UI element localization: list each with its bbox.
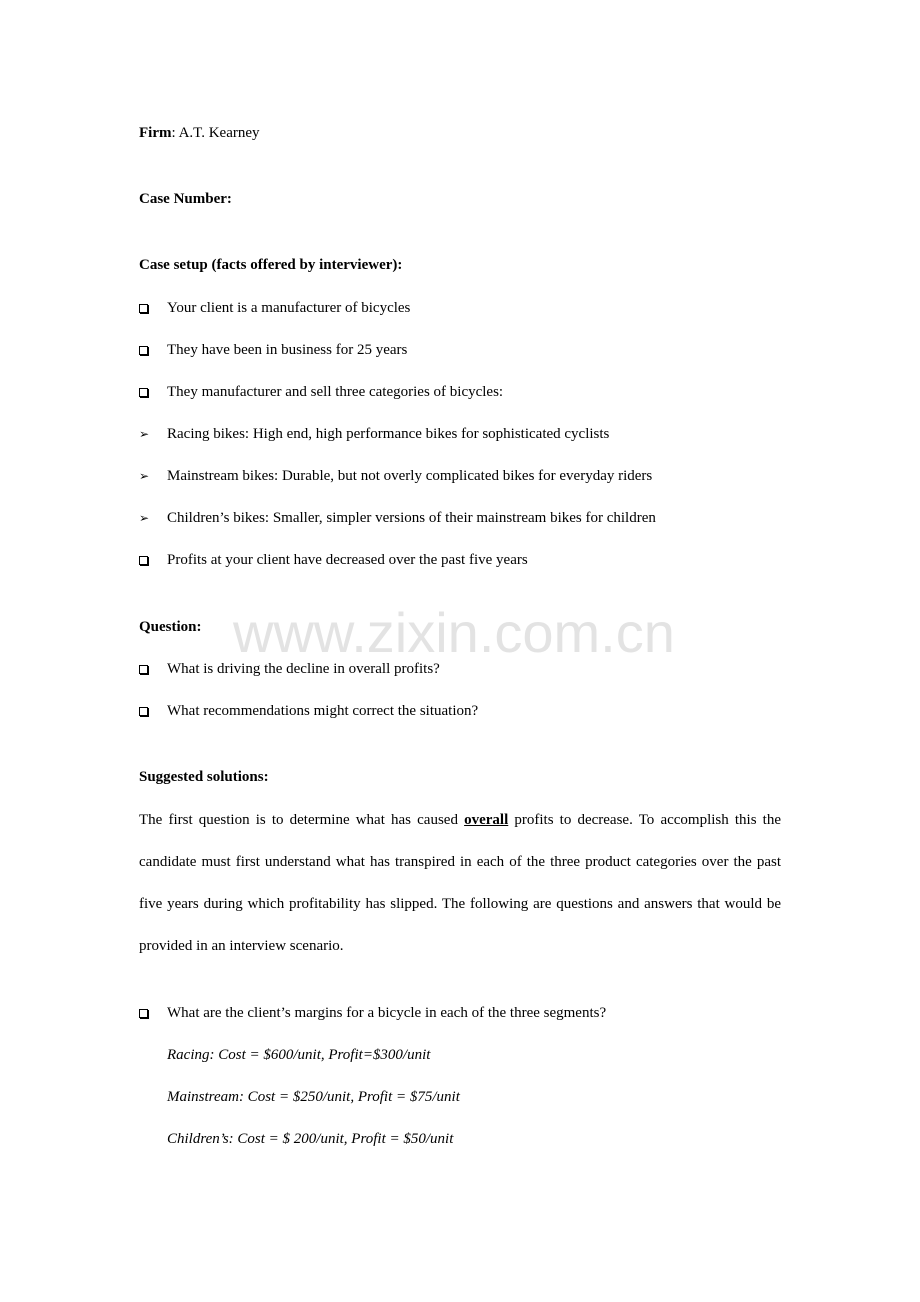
solutions-paragraph: The first question is to determine what has caused overall profits to decrease. To accomplish this the candidate must first understand what has transpired in each of the three product categories over the past five years during which profitability has slipped. The following are questions and answers that would be provided in an interview scenario. [139, 812, 782, 954]
arrow-bullet-icon: ➢ [139, 511, 150, 525]
firm-value: : A.T. Kearney [171, 125, 260, 141]
emphasis-overall: overall [464, 812, 509, 828]
checkbox-bullet-icon [139, 340, 153, 361]
answer-racing: Racing: Cost = $600/unit, Profit=$300/unit [167, 1047, 431, 1063]
document-page: www.zixin.com.cn Firm: A.T. Kearney Case Number: Case setup (facts offered by interviewer): Your client is a manufacturer of bicycles They have been in business for 25 years They manufacturer and sell three categories of bicycles: ➢ Racing bikes: High end, high performance bikes for sophisticated cyclists ➢ Mainstream bikes: Durable, but not overly complicated bikes for everyday riders ➢ Children’s bikes: Smaller, simpler versions of their mainstream bikes for children Profits at your client have decreased over the past five years Question: What is driving the decline in overall profits? What recommendations might correct the situation? Suggested solutions: The first question is to determine what has caused overall profits to decrease. To accomplish this the candidate must first understand what has transpired in each of the three product categories over the past five years during which profitability has slipped. The following are questions and answers that would be provided in an interview scenario. What are the client’s margins for a bicycle in each of the three segments? Racing: Cost = $600/unit, Profit=$300/unit Mainstream: Cost = $250/unit, Profit = $75/unit Children’s: Cost = $ 200/unit, Profit = $50/unit [0, 0, 920, 1302]
firm-label: Firm [139, 125, 172, 141]
checkbox-bullet-icon [139, 659, 153, 680]
watermark: www.zixin.com.cn [233, 601, 675, 664]
setup-heading: Case setup (facts offered by interviewer): [139, 257, 403, 273]
answer-childrens: Children’s: Cost = $ 200/unit, Profit = $50/unit [167, 1131, 454, 1147]
firm-line [139, 123, 260, 143]
checkbox-bullet-icon [139, 1003, 153, 1024]
checkbox-bullet-icon [139, 382, 153, 403]
checkbox-bullet-icon [139, 550, 153, 571]
question-heading: Question: [139, 619, 202, 635]
arrow-bullet-icon: ➢ [139, 469, 150, 483]
answer-mainstream: Mainstream: Cost = $250/unit, Profit = $75/unit [167, 1089, 460, 1105]
case-number-label: Case Number: [139, 191, 232, 207]
checkbox-bullet-icon [139, 701, 153, 722]
solutions-heading: Suggested solutions: [139, 769, 269, 785]
arrow-bullet-icon: ➢ [139, 427, 150, 441]
checkbox-bullet-icon [139, 298, 153, 319]
